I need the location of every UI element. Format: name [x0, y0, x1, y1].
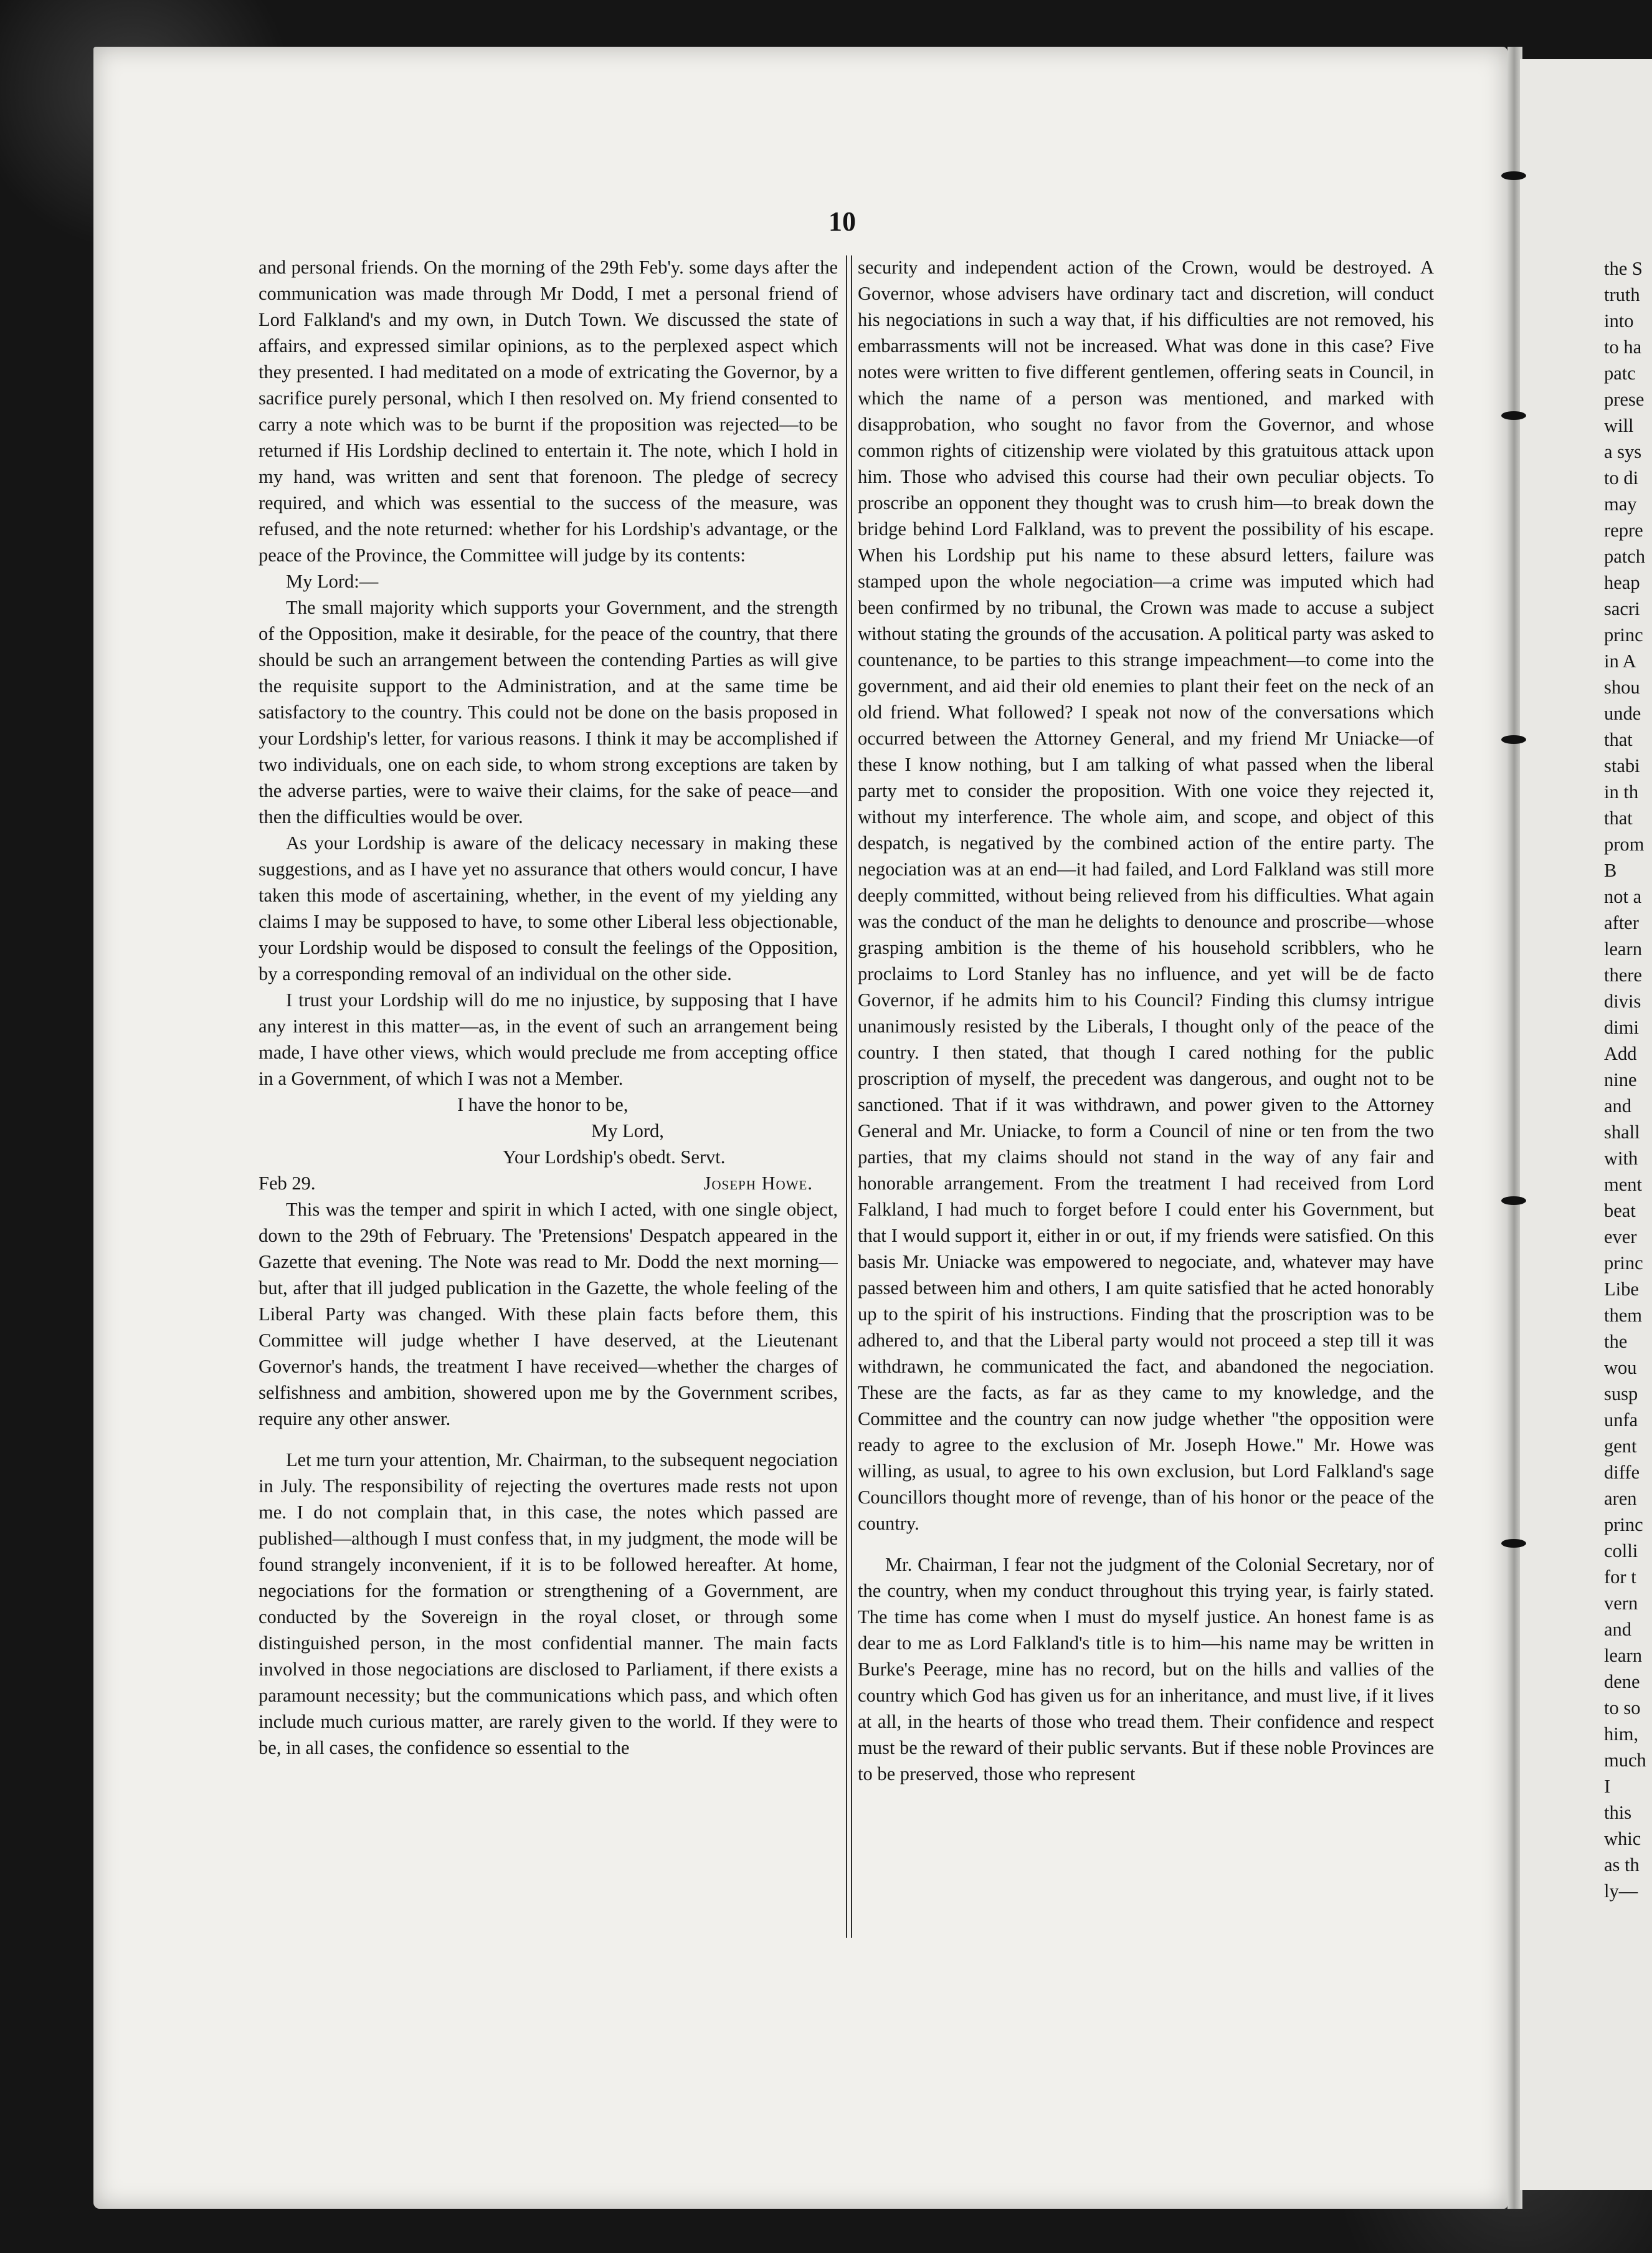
- next-page-fragment: susp: [1604, 1383, 1638, 1404]
- next-page-fragment: ment: [1604, 1174, 1642, 1195]
- next-page-fragment: learn: [1604, 938, 1642, 960]
- next-page-fragment: aren: [1604, 1488, 1637, 1509]
- next-page-fragment: to so: [1604, 1697, 1641, 1718]
- paragraph: This was the temper and spirit in which I acted, with one single object, down to the 29th of February. The 'Pretensions' Despatch appeared in the Gazette that evening. The Note was read to Mr. Dodd the next morning—but, after that ill judged publication in the Gazette, the whole feeling of the Liberal Party was changed. With these plain facts before them, this Committee will judge whether I have deserved, at the Lieutenant Governor's hands, the treatment I have received—whether the charges of selfishness and ambition, showered upon me by the Government scribes, require any other answer.: [259, 1199, 838, 1429]
- letter-date: Feb 29.: [259, 1173, 316, 1194]
- next-page-fragment: a sys: [1604, 441, 1642, 462]
- next-page-fragment: princ: [1604, 1252, 1643, 1274]
- next-page-fragment: learn: [1604, 1645, 1642, 1666]
- next-page-fragment: there: [1604, 965, 1642, 986]
- next-page-fragment: dimi: [1604, 1017, 1639, 1038]
- next-page-fragment: with: [1604, 1148, 1638, 1169]
- binding-mark: [1501, 411, 1526, 420]
- next-page-fragment: that: [1604, 807, 1633, 829]
- next-page-fragment: sacri: [1604, 598, 1640, 619]
- next-page-fragment: not a: [1604, 886, 1642, 907]
- next-page-fragment: repre: [1604, 520, 1643, 541]
- next-page-fragment: truth: [1604, 284, 1640, 305]
- next-page-fragment: patch: [1604, 546, 1646, 567]
- next-page-fragment: diffe: [1604, 1462, 1640, 1483]
- next-page-fragment: colli: [1604, 1540, 1638, 1561]
- right-column: [858, 254, 1434, 1949]
- next-page-fragment: I: [1604, 1776, 1611, 1797]
- next-page-fragment: in th: [1604, 781, 1639, 803]
- letter-salutation: My Lord:—: [286, 571, 379, 592]
- next-page-fragment: prese: [1604, 389, 1645, 410]
- next-page-text-fragments: [1604, 255, 1652, 1904]
- next-page-fragment: this: [1604, 1802, 1632, 1823]
- next-page-fragment: ly—: [1604, 1880, 1638, 1902]
- next-page-fragment: much: [1604, 1750, 1646, 1771]
- next-page-fragment: princ: [1604, 624, 1643, 645]
- next-page-fragment: and: [1604, 1619, 1632, 1640]
- next-page-fragment: the: [1604, 1331, 1628, 1352]
- next-page-fragment: the S: [1604, 258, 1643, 279]
- next-page-fragment: gent: [1604, 1436, 1637, 1457]
- next-page-fragment: into: [1604, 310, 1634, 331]
- next-page-fragment: and: [1604, 1095, 1632, 1117]
- binding-mark: [1501, 1539, 1526, 1548]
- letter-paragraph: As your Lordship is aware of the delicacy necessary in making these suggestions, and as I have yet no assurance that others would concur, I have taken this mode of ascertaining, whether, in the event of my yielding any claims I may be supposed to have, to some other Liberal less objectionable, your Lordship would be disposed to consult the feelings of the Opposition, by a corresponding removal of an individual on the other side.: [259, 832, 838, 984]
- letter-paragraph: The small majority which supports your Government, and the strength of the Opposition, make it desirable, for the peace of the country, that there should be such an arrangement between the contending Parties as will give the requisite support to the Administration, and at the same time be satisfactory to the country. This could not be done on the basis proposed in your Lordship's letter, for various reasons. I think it may be accomplished if two individuals, one on each side, to whom strong exceptions are taken by the adverse parties, were to waive their claims, for the sake of peace—and then the difficulties would be over.: [259, 597, 838, 827]
- letter-closing: My Lord,: [591, 1120, 664, 1141]
- next-page-fragment: heap: [1604, 572, 1640, 593]
- next-page-fragment: as th: [1604, 1854, 1640, 1875]
- next-page-fragment: prom: [1604, 834, 1645, 855]
- next-page-fragment: stabi: [1604, 755, 1640, 776]
- next-page-fragment: beat: [1604, 1200, 1636, 1221]
- letter-closing: Your Lordship's obedt. Servt.: [503, 1146, 726, 1168]
- letter-signature: Joseph Howe.: [703, 1173, 813, 1194]
- next-page-fragment: them: [1604, 1305, 1642, 1326]
- paragraph: and personal friends. On the morning of the 29th Feb'y. some days after the communication was made through Mr Dodd, I met a personal friend of Lord Falkland's and my own, in Dutch Town. We discussed the state of affairs, and expressed similar opinions, as to the perplexed aspect which they presented. I had meditated on a mode of extricating the Governor, by a sacrifice purely personal, which I then resolved on. My friend consented to carry a note which was to be burnt if the proposition was rejected—to be returned if His Lordship declined to entertain it. The note, which I hold in my hand, was written and sent that forenoon. The pledge of secrecy required, and which was essential to the success of the measure, was refused, and the note returned: whether for his Lordship's advantage, or the peace of the Province, the Committee will judge by its contents:: [259, 257, 838, 566]
- next-page-fragment: after: [1604, 912, 1639, 933]
- next-page-fragment: Libe: [1604, 1279, 1639, 1300]
- next-page-fragment: shou: [1604, 677, 1640, 698]
- binding-mark: [1501, 1196, 1526, 1205]
- next-page-fragment: him,: [1604, 1723, 1639, 1745]
- next-page-fragment: shall: [1604, 1122, 1640, 1143]
- next-page-fragment: dene: [1604, 1671, 1640, 1692]
- next-page-fragment: princ: [1604, 1514, 1643, 1535]
- column-rule: [846, 255, 852, 1938]
- next-page-fragment: in A: [1604, 650, 1636, 672]
- left-column: [259, 254, 838, 1949]
- next-page-fragment: patc: [1604, 363, 1636, 384]
- next-page-fragment: will: [1604, 415, 1634, 436]
- next-page-fragment: ever: [1604, 1226, 1637, 1247]
- next-page-fragment: divis: [1604, 991, 1641, 1012]
- paragraph: Mr. Chairman, I fear not the judgment of the Colonial Secretary, nor of the country, when my conduct throughout this trying year, is fairly stated. The time has come when I must do myself justice. An honest fame is as dear to me as Lord Falkland's title is to him—his name may be written in Burke's Peerage, mine has no record, but on the hills and vallies of the country which God has given us for an inheritance, and must live, if it lives at all, in the hearts of those who tread them. Their confidence and respect must be the reward of their public servants. But if these noble Provinces are to be preserved, those who represent: [858, 1554, 1434, 1784]
- letter-closing: I have the honor to be,: [457, 1094, 629, 1115]
- next-page-fragment: whic: [1604, 1828, 1641, 1849]
- next-page-fragment: that: [1604, 729, 1633, 750]
- binding-mark: [1501, 171, 1526, 180]
- next-page-fragment: nine: [1604, 1069, 1637, 1090]
- next-page-fragment: unde: [1604, 703, 1641, 724]
- paragraph: Let me turn your attention, Mr. Chairman, to the subsequent negociation in July. The responsibility of rejecting the overtures made rests not upon me. I do not complain that, in this case, the notes which passed are published—although I must confess that, in my judgment, the mode will be found strangely inconvenient, if it is to be followed hereafter. At home, negociations for the formation or strengthening of a Government, are conducted by the Sovereign in the royal closet, or through some distinguished person, in the most confidential manner. The main facts involved in those negociations are disclosed to Parliament, if there exists a paramount necessity; but the communications which pass, and which often include much curious matter, are rarely given to the world. If they were to be, in all cases, the confidence so essential to the: [259, 1449, 838, 1758]
- letter-signature-line: [259, 1170, 838, 1196]
- letter-paragraph: I trust your Lordship will do me no injustice, by supposing that I have any interest in this matter—as, in the event of such an arrangement being made, I have other views, which would preclude me from accepting office in a Government, of which I was not a Member.: [259, 989, 838, 1089]
- next-page-fragment: for t: [1604, 1566, 1636, 1588]
- page-number: 10: [828, 206, 856, 237]
- next-page-fragment: to ha: [1604, 336, 1642, 358]
- next-page-fragment: to di: [1604, 467, 1639, 488]
- next-page-fragment: vern: [1604, 1593, 1638, 1614]
- next-page-fragment: B: [1604, 860, 1617, 881]
- next-page-fragment: Add: [1604, 1043, 1637, 1064]
- binding-mark: [1501, 735, 1526, 744]
- next-page-fragment: may: [1604, 493, 1637, 515]
- paragraph: security and independent action of the Crown, would be destroyed. A Governor, whose advisers have ordinary tact and discretion, will conduct his negociations in such a way that, if his difficulties are not removed, his embarrassments will not be increased. What was done in this case? Five notes were written to five different gentlemen, offering seats in Council, in which the name of a person was mentioned, and marked with disapprobation, who sought no favor from the Governor, and whose common rights of citizenship were violated by this gratuitous attack upon him. Those who advised this course had their own peculiar objects. To proscribe an opponent they thought was to crush him—to break down the bridge behind Lord Falkland, was to prevent the possibility of his escape. When his Lordship put his name to these absurd letters, failure was stamped upon the whole negociation—a crime was imputed which had been confirmed by no tribunal, the Crown was made to accuse a subject without stating the grounds of the accusation. A political party was asked to countenance, to be parties to this strange impeachment—to come into the government, and aid their old enemies to plant their feet on the neck of an old friend. What followed? I speak not now of the conversations which occurred between the Attorney General, and my friend Mr Uniacke—of these I know nothing, but I am talking of what passed when the liberal party met to consider the proposition. With one voice they rejected it, without my interference. The whole aim, and scope, and object of this despatch, is negatived by the combined action of the entire party. The negociation was at an end—it had failed, and Lord Falkland was still more deeply committed, without being relieved from his difficulties. What again was the conduct of the man he delights to denounce and proscribe—whose grasping ambition is the theme of his household scribblers, who he proclaims to Lord Stanley has no influence, and yet will be de facto Governor, if he admits him to his Council? Finding this clumsy intrigue unanimously resisted by the Liberals, I thought only of the peace of the country. I then stated, that though I cared nothing for the public proscription of myself, the precedent was dangerous, and ought not to be sanctioned. That if it was withdrawn, and power given to the Attorney General and Mr. Uniacke, to form a Council of nine or ten from the two parties, that my claims should not stand in the way of any fair and honorable arrangement. From the treatment I had received from Lord Falkland, I had much to forget before I could enter his Government, but that I would support it, either in or out, if my friends were satisfied. On this basis Mr. Uniacke was empowered to negociate, and, whatever may have passed between him and others, I am quite satisfied that he acted honorably up to the spirit of his instructions. Finding that the proscription was to be adhered to, and that the Liberal party would not proceed a step till it was withdrawn, he communicated the fact, and abandoned the negociation. These are the facts, as far as they came to my knowledge, and the Committee and the country can now judge whether "the opposition were ready to agree to the exclusion of Mr. Joseph Howe." Mr. Howe was willing, as usual, to agree to his own exclusion, but Lord Falkland's sage Councillors thought more of revenge, than of his honor or the peace of the country.: [858, 257, 1434, 1534]
- next-page-fragment: wou: [1604, 1357, 1637, 1378]
- next-page-fragment: unfa: [1604, 1409, 1638, 1431]
